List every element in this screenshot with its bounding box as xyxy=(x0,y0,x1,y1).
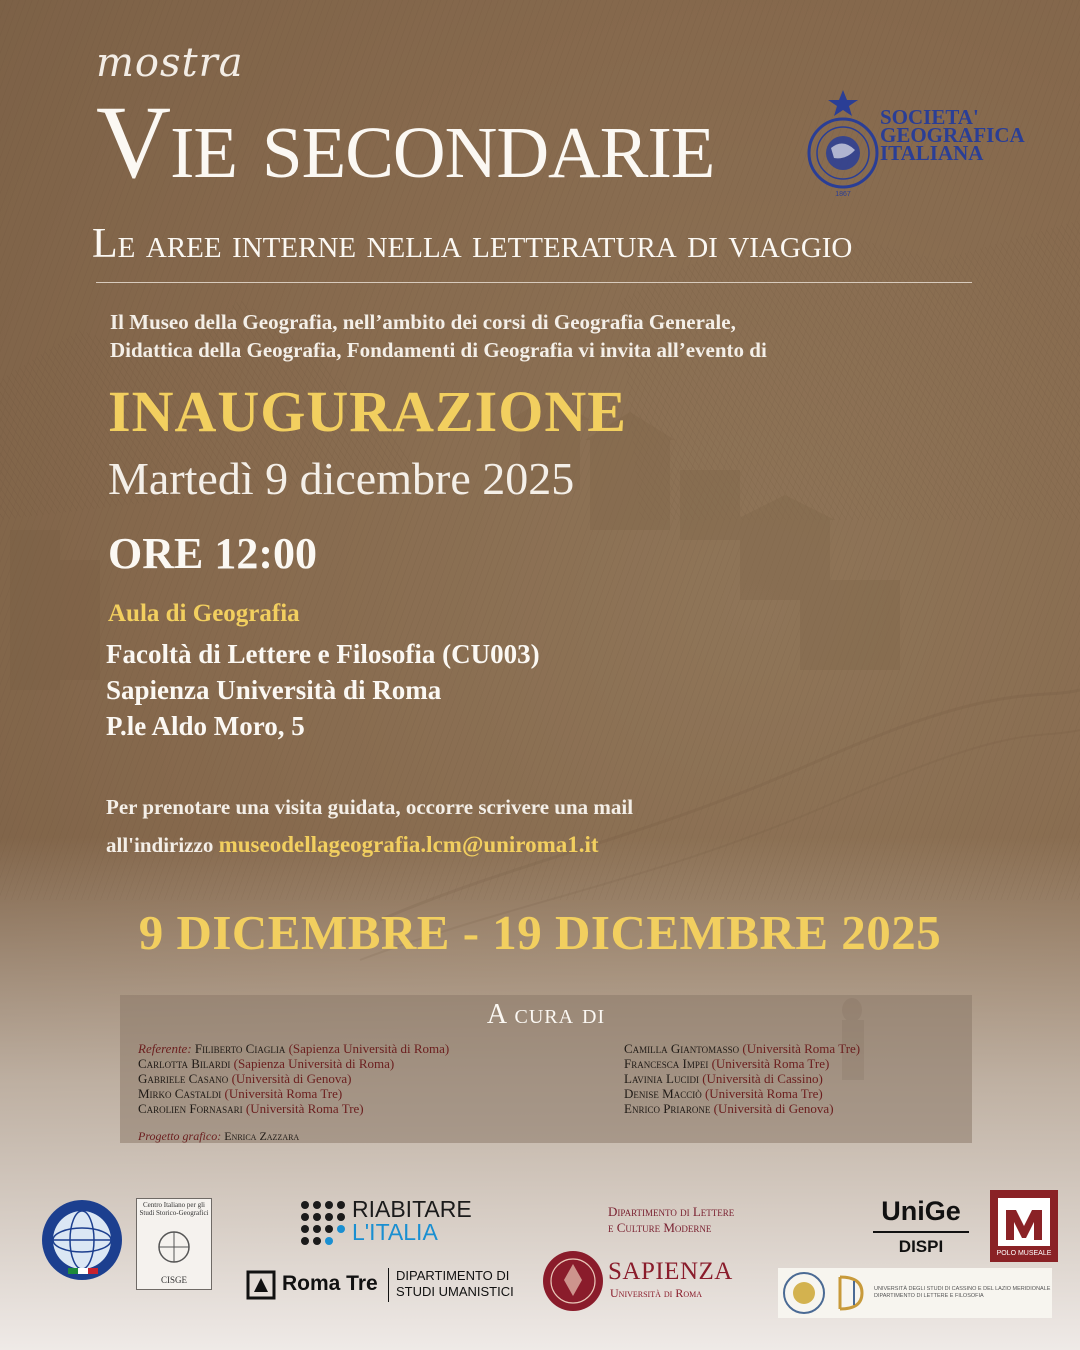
romatre-emblem-icon xyxy=(246,1270,276,1300)
graphic-design-credit xyxy=(138,1129,299,1144)
curator-affiliation: (Università Roma Tre) xyxy=(711,1056,830,1071)
exhibition-title xyxy=(96,85,715,200)
sgi-name xyxy=(880,105,1025,165)
event-time: ORE 12:00 xyxy=(108,529,317,578)
cassino-seal-icon xyxy=(782,1271,826,1315)
cisge-bottom-text: CISGE xyxy=(160,1275,187,1285)
curators-right-column xyxy=(624,1041,860,1116)
grafico-label: Progetto grafico: xyxy=(138,1129,222,1143)
dots-grid-icon xyxy=(300,1200,346,1246)
curator-entry xyxy=(138,1101,449,1116)
curators-left-column xyxy=(138,1041,449,1116)
romatre-logo xyxy=(246,1266,536,1306)
booking-line-1: Per prenotare una visita guidata, occorre scrivere una mail xyxy=(106,795,634,819)
romatre-dept-2: STUDI UMANISTICI xyxy=(396,1284,514,1299)
sgi-logo xyxy=(806,88,1026,198)
dispi-name: DISPI xyxy=(898,1237,944,1256)
cisge-logo xyxy=(136,1198,212,1290)
polo-label: POLO MUSEALE xyxy=(996,1250,1052,1257)
lettere-line-2: e Culture Moderne xyxy=(608,1220,712,1235)
booking-info xyxy=(106,788,633,864)
lettere-dept-logo xyxy=(608,1204,734,1236)
intro-line-1: Il Museo della Geografia, nell’ambito dei corsi di Geografia Generale, xyxy=(110,310,736,334)
sgi-line-2: GEOGRAFICA xyxy=(880,123,1025,147)
kicker-mostra: mostra xyxy=(96,40,244,86)
booking-prefix: all'indirizzo xyxy=(106,833,214,857)
sapienza-subtitle: Università di Roma xyxy=(610,1286,702,1300)
curator-name: Gabriele Casano xyxy=(138,1071,229,1086)
grafico-name: Enrica Zazzara xyxy=(224,1129,300,1143)
romatre-dept-1: DIPARTIMENTO DI xyxy=(396,1268,510,1283)
event-label: INAUGURAZIONE xyxy=(108,379,627,444)
romatre-dept xyxy=(396,1268,514,1300)
curator-affiliation: (Università Roma Tre) xyxy=(245,1101,364,1116)
unige-logo xyxy=(866,1196,976,1266)
romatre-divider xyxy=(388,1268,389,1302)
booking-line-2 xyxy=(106,826,633,864)
referente-label: Referente: xyxy=(138,1041,192,1056)
curator-affiliation: (Università di Genova) xyxy=(231,1071,352,1086)
curator-entry xyxy=(138,1056,449,1071)
curator-entry xyxy=(138,1071,449,1086)
intro-text xyxy=(110,308,990,364)
riabitare-line-2: L'ITALIA xyxy=(352,1219,438,1245)
exhibition-title-text: Vie secondarie xyxy=(96,85,715,200)
curator-entry xyxy=(624,1056,860,1071)
curator-entry xyxy=(624,1041,860,1056)
dlf-monogram-icon xyxy=(832,1271,872,1315)
curators-title: A cura di xyxy=(486,999,606,1030)
curator-name: Carlotta Bilardi xyxy=(138,1056,231,1071)
curator-affiliation: (Università Roma Tre) xyxy=(742,1041,861,1056)
sgi-line-1: SOCIETA' xyxy=(880,105,979,129)
title-divider xyxy=(96,282,972,283)
globe-icon xyxy=(40,1198,124,1282)
polo-m-icon xyxy=(990,1190,1058,1250)
sapienza-seal-icon xyxy=(542,1250,604,1312)
booking-email-link[interactable]: museodellageografia.lcm@uniroma1.it xyxy=(218,832,599,857)
curator-entry xyxy=(624,1086,860,1101)
curator-name: Filiberto Ciaglia xyxy=(194,1041,286,1056)
curators-box xyxy=(120,995,972,1143)
sapienza-logo xyxy=(542,1250,752,1314)
curator-affiliation: (Università Roma Tre) xyxy=(224,1086,343,1101)
sgi-line-3: ITALIANA xyxy=(880,141,984,165)
sgi-seal-icon xyxy=(806,88,880,198)
curator-entry xyxy=(624,1101,860,1116)
exhibition-dates: 9 DICEMBRE - 19 DICEMBRE 2025 xyxy=(138,905,942,960)
curator-entry xyxy=(138,1041,449,1056)
venue-line-1: Facoltà di Lettere e Filosofia (CU003) xyxy=(106,639,540,669)
lettere-line-1: Dipartimento di Lettere xyxy=(608,1204,735,1219)
riabitare-text xyxy=(352,1198,472,1244)
unige-divider xyxy=(873,1231,969,1233)
cassino-text xyxy=(874,1286,1050,1300)
curator-name: Carolien Fornasari xyxy=(138,1101,243,1116)
curator-name: Lavinia Lucidi xyxy=(624,1071,699,1086)
curator-affiliation: (Università di Cassino) xyxy=(702,1071,823,1086)
curator-entry xyxy=(138,1086,449,1101)
cisge-top-text: Centro Italiano per gli Studi Storico-Geografici xyxy=(139,1201,209,1217)
curator-affiliation: (Sapienza Università di Roma) xyxy=(288,1041,450,1056)
curator-affiliation: (Sapienza Università di Roma) xyxy=(233,1056,395,1071)
curator-affiliation: (Università Roma Tre) xyxy=(704,1086,823,1101)
venue-address xyxy=(106,636,540,744)
svg-text:1867: 1867 xyxy=(835,191,851,198)
curator-entry xyxy=(624,1071,860,1086)
curator-name: Denise Macciò xyxy=(624,1086,702,1101)
venue-room: Aula di Geografia xyxy=(108,600,300,627)
unige-name: UniGe xyxy=(881,1196,961,1226)
romatre-name: Roma Tre xyxy=(282,1272,378,1295)
cassino-line-1: UNIVERSITÀ DEGLI STUDI DI CASSINO E DEL LAZIO MERIDIONALE xyxy=(874,1286,1051,1292)
cassino-line-2: DIPARTIMENTO DI LETTERE E FILOSOFIA xyxy=(874,1293,984,1299)
intro-line-2: Didattica della Geografia, Fondamenti di Geografia vi invita all’evento di xyxy=(110,338,767,362)
curator-name: Mirko Castaldi xyxy=(138,1086,222,1101)
sapienza-name: SAPIENZA xyxy=(608,1258,733,1285)
cassino-logo xyxy=(778,1268,1052,1318)
aiig-logo xyxy=(40,1198,124,1282)
curator-affiliation: (Università di Genova) xyxy=(713,1101,834,1116)
riabitare-logo xyxy=(300,1198,490,1248)
venue-line-2: Sapienza Università di Roma xyxy=(106,675,442,705)
venue-line-3: P.le Aldo Moro, 5 xyxy=(106,711,305,741)
curator-name: Enrico Priarone xyxy=(624,1101,711,1116)
exhibition-subtitle: Le aree interne nella letteratura di viaggio xyxy=(92,221,853,267)
curator-name: Francesca Impei xyxy=(624,1056,709,1071)
riabitare-line-1: RIABITARE xyxy=(352,1196,472,1222)
event-date: Martedì 9 dicembre 2025 xyxy=(108,453,575,504)
curator-name: Camilla Giantomasso xyxy=(624,1041,740,1056)
polo-museale-logo xyxy=(990,1190,1058,1262)
cisge-emblem-icon xyxy=(149,1227,199,1267)
